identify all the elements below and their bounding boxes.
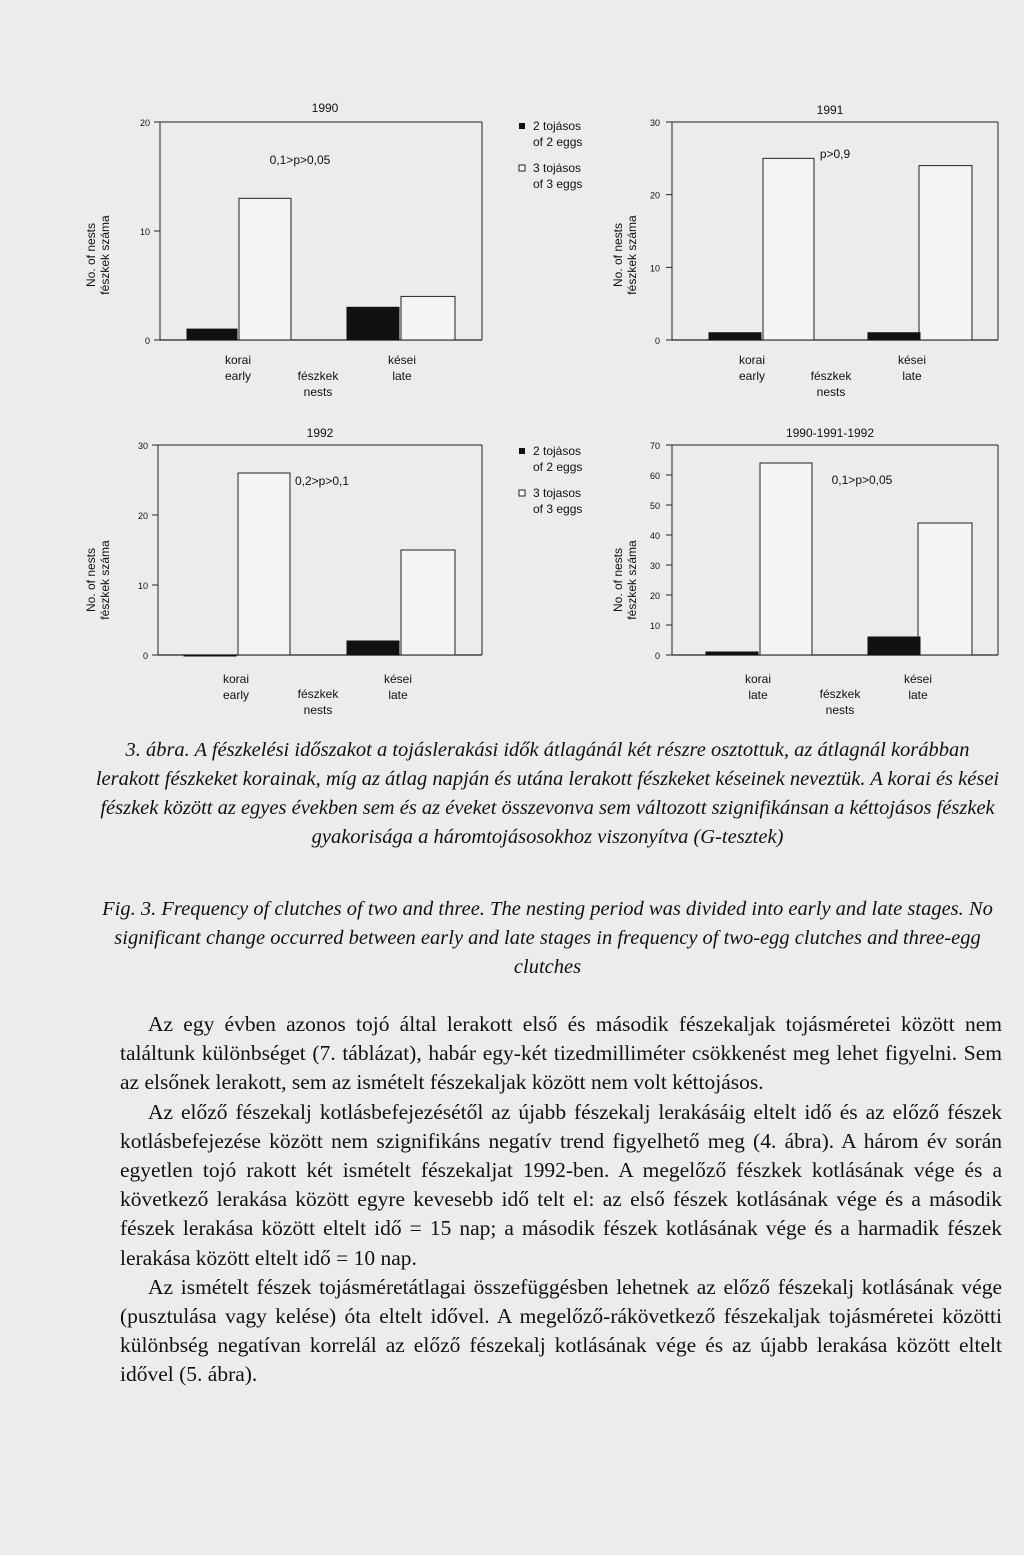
y-axis-label: fészkek száma xyxy=(625,540,639,620)
p-value-annotation: 0,2>p>0,1 xyxy=(294,474,350,488)
y-tick-label: 0 xyxy=(142,651,148,661)
y-tick-label: 30 xyxy=(649,118,660,128)
paragraph: Az egy évben azonos tojó által lerakott első és második fészekaljak tojásméretei között nem találtunk különbséget (7. táblázat), habár egy-két tizedmilliméter csökkenést meg lehet figyelni. Sem az elsőnek lerakott, sem az ismételt fészekaljak között nem volt kéttojásos. xyxy=(120,1012,1002,1095)
y-tick-label: 30 xyxy=(137,441,148,451)
y-tick-label: 10 xyxy=(649,621,660,631)
bar-two-eggs xyxy=(347,641,399,655)
x-axis-label: fészkek xyxy=(810,369,852,383)
legend-swatch-two-eggs xyxy=(519,123,525,129)
x-axis-label: nests xyxy=(303,703,333,717)
x-axis-label: nests xyxy=(825,703,855,717)
y-axis-label: fészkek száma xyxy=(98,215,112,295)
y-axis-label: fészkek száma xyxy=(98,540,112,620)
panel-title: 1990 xyxy=(311,101,339,115)
legend-swatch-three-eggs xyxy=(519,490,525,496)
bar-two-eggs xyxy=(187,329,237,340)
legend-swatch-three-eggs xyxy=(519,165,525,171)
legend-label-two-eggs: 2 tojásos xyxy=(533,119,582,133)
legend-label-two-eggs: 2 tojásos xyxy=(533,444,582,458)
y-tick-label: 20 xyxy=(649,190,660,201)
category-label: early xyxy=(222,688,250,702)
bar-two-eggs xyxy=(868,333,920,340)
bar-three-eggs xyxy=(401,296,455,340)
x-axis-label: nests xyxy=(816,385,846,399)
y-tick-label: 60 xyxy=(649,471,660,481)
category-label: late xyxy=(392,369,412,383)
y-tick-label: 0 xyxy=(654,651,660,661)
bar-three-eggs xyxy=(238,473,290,655)
category-label: kései xyxy=(903,672,933,686)
legend-label-three-eggs: of 3 eggs xyxy=(533,502,583,516)
y-axis-label: fészkek száma xyxy=(625,215,639,295)
category-label: kései xyxy=(387,353,417,367)
paragraph: Az előző fészekalj kotlásbefejezésétől az újabb fészekalj lerakásáig eltelt idő és az előző fészek kotlásbefejezése között nem szignifikáns negatív trend figyelhető meg (4. ábra). A három év során egyetlen tojó rakott két ismételt fészekaljat 1992-ben. A megelőző fészkek kotlásának vége és a következő lerakása között egyre kevesebb idő telt el: az első fészek kotlásának vége és a második fészek lerakása között eltelt idő = 15 nap; a második fészek kotlásának vége és a harmadik fészek lerakása között eltelt idő = 10 nap. xyxy=(120,1099,1002,1270)
p-value-annotation: p>0,9 xyxy=(819,147,851,161)
category-label: korai xyxy=(224,353,252,367)
category-label: late xyxy=(388,688,408,702)
bar-two-eggs xyxy=(868,637,920,655)
category-label: kései xyxy=(897,353,927,367)
y-tick-label: 10 xyxy=(139,227,150,237)
y-tick-label: 20 xyxy=(137,511,148,521)
y-tick-label: 50 xyxy=(649,501,660,511)
y-axis-label: No. of nests xyxy=(84,222,98,288)
legend-label-three-eggs: of 3 eggs xyxy=(533,177,583,191)
bar-three-eggs xyxy=(763,158,814,340)
y-tick-label: 10 xyxy=(137,581,148,591)
y-tick-label: 30 xyxy=(649,561,660,571)
category-label: korai xyxy=(738,353,766,367)
y-tick-label: 10 xyxy=(649,263,660,274)
category-label: early xyxy=(224,369,252,383)
x-axis-label: fészkek xyxy=(297,687,339,701)
y-axis-label: No. of nests xyxy=(611,222,625,288)
category-label: korai xyxy=(744,672,772,686)
legend-label-two-eggs: of 2 eggs xyxy=(533,135,583,149)
caption-hungarian: 3. ábra. A fészkelési időszakot a tojáslerakási idők átlagánál két részre osztottuk, az átlagnál korábban lerakott fészkeket korainak, míg az átlag napján és utána lerakott fészkeket késeinek neveztük. A korai és kései fészkek között az egyes években sem és az éveket összevonva sem változott szignifikánsan a kéttojásos fészkek gyakorisága a háromtojásosokhoz viszonyítva (G-tesztek) xyxy=(95,739,1000,848)
y-tick-label: 0 xyxy=(654,336,660,346)
y-tick-label: 40 xyxy=(649,531,660,541)
y-axis-label: No. of nests xyxy=(611,547,625,613)
paragraph: Az ismételt fészek tojásméretátlagai összefüggésben lehetnek az előző fészekalj kotlásának vége (pusztulása vagy kelése) óta eltelt idővel. A megelőző-rákövetkező fészekaljak tojásméretei közötti különbség negatívan korrelál az előző fészekalj kotlásának vége és az újabb lerakása között eltelt idővel (5. ábra). xyxy=(120,1274,1002,1387)
y-axis-label: No. of nests xyxy=(84,547,98,613)
category-label: kései xyxy=(383,672,413,686)
bar-two-eggs xyxy=(347,307,399,340)
category-label: early xyxy=(738,369,766,383)
bar-three-eggs xyxy=(760,463,812,655)
legend-label-two-eggs: of 2 eggs xyxy=(533,460,583,474)
bar-three-eggs xyxy=(239,198,291,340)
bar-two-eggs xyxy=(184,655,236,656)
x-axis-label: nests xyxy=(303,385,333,399)
category-label: late xyxy=(748,688,768,702)
panel-title: 1990-1991-1992 xyxy=(785,426,875,440)
category-label: late xyxy=(902,369,922,383)
bar-three-eggs xyxy=(918,523,972,655)
legend-label-three-eggs: 3 tojasos xyxy=(533,486,582,500)
bar-two-eggs xyxy=(706,652,758,655)
bar-two-eggs xyxy=(709,333,761,340)
y-tick-label: 20 xyxy=(139,118,150,128)
figure-3 xyxy=(0,0,1024,730)
p-value-annotation: 0,1>p>0,05 xyxy=(831,473,893,487)
category-label: korai xyxy=(222,672,250,686)
panel-title: 1992 xyxy=(306,426,334,440)
y-tick-label: 20 xyxy=(649,591,660,601)
y-tick-label: 0 xyxy=(144,336,150,346)
legend-label-three-eggs: 3 tojásos xyxy=(533,161,582,175)
bar-three-eggs xyxy=(401,550,455,655)
legend-swatch-two-eggs xyxy=(519,448,525,454)
category-label: late xyxy=(908,688,928,702)
panel-title: 1991 xyxy=(816,103,844,117)
caption-english: Fig. 3. Frequency of clutches of two and three. The nesting period was divided into early and late stages. No significant change occurred between early and late stages in frequency of two-egg clutches and three-egg clutches xyxy=(102,898,993,978)
y-tick-label: 70 xyxy=(649,441,660,451)
p-value-annotation: 0,1>p>0,05 xyxy=(269,153,331,167)
x-axis-label: fészkek xyxy=(297,369,339,383)
bar-three-eggs xyxy=(919,166,972,340)
body-text xyxy=(120,1010,1002,1390)
x-axis-label: fészkek xyxy=(819,687,861,701)
